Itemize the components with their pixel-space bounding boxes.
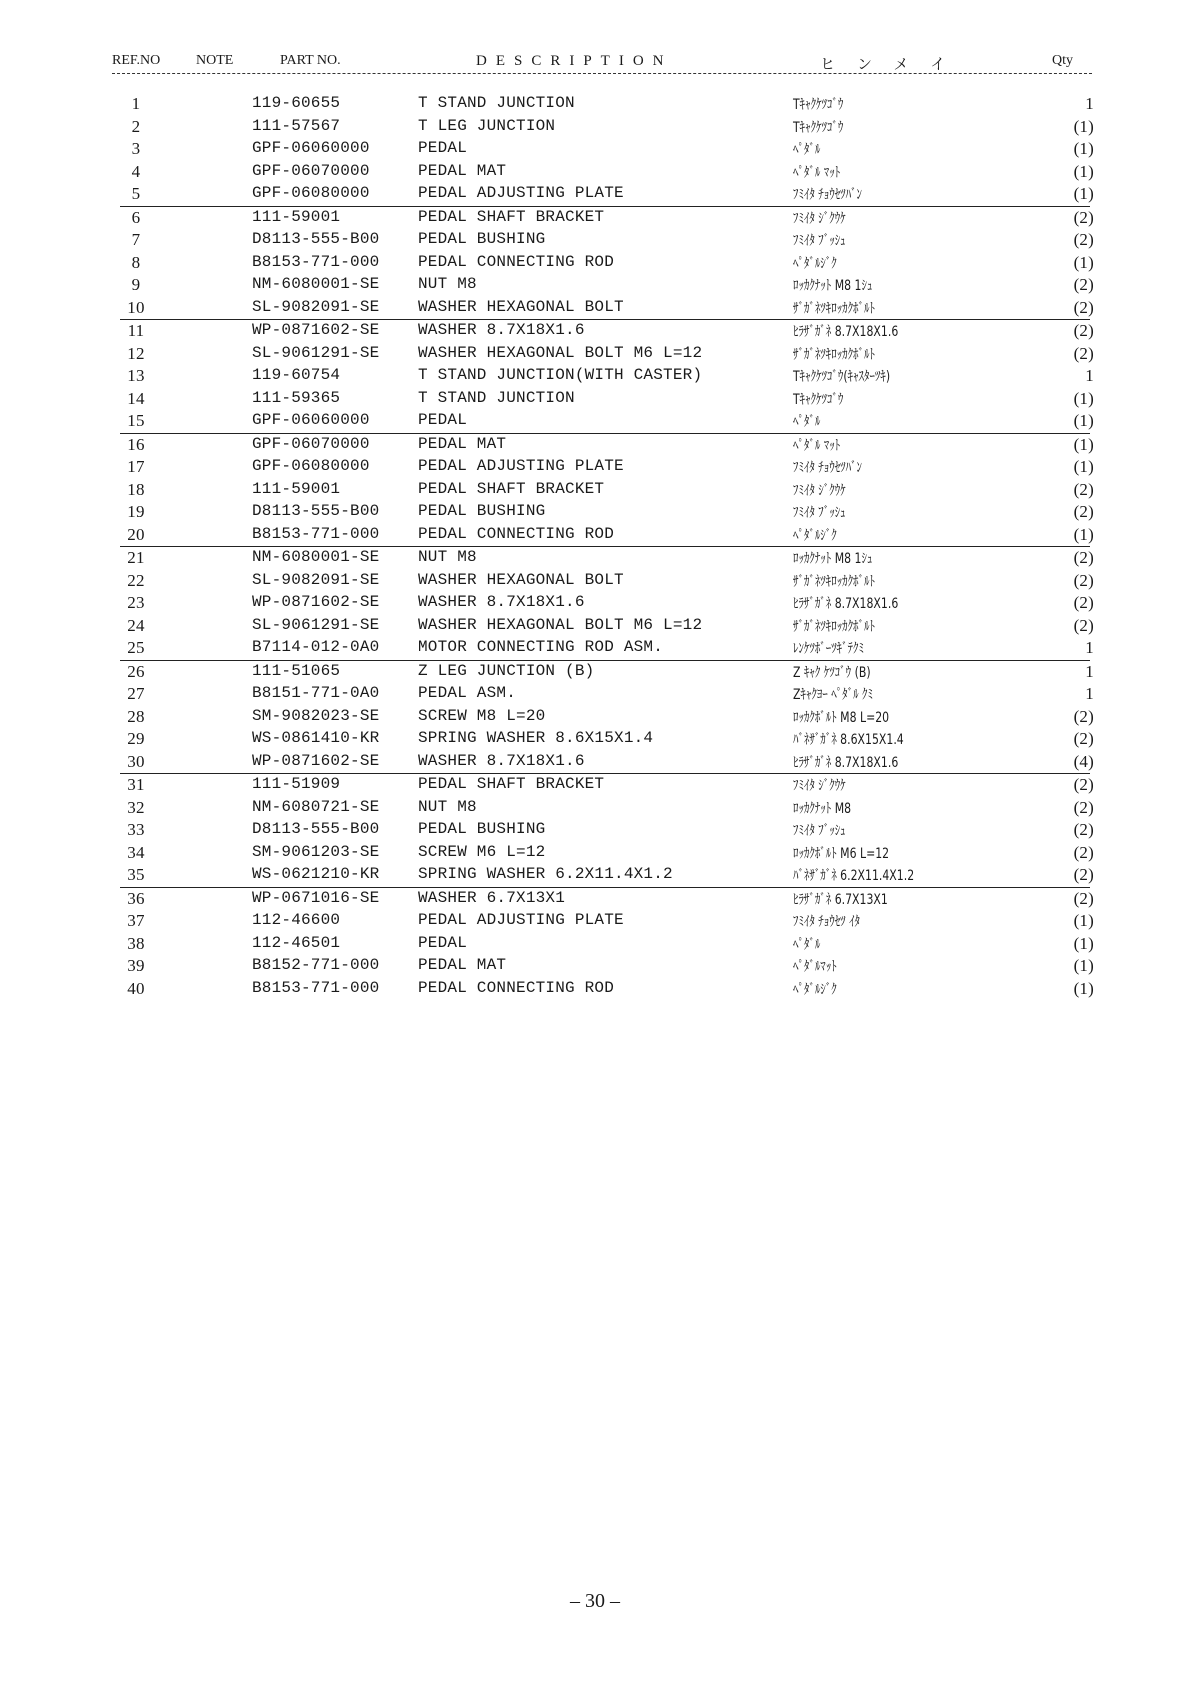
table-row <box>0 138 1190 161</box>
qty-cell: (2) <box>1073 615 1094 635</box>
qty-cell: (1) <box>1073 139 1094 158</box>
qty-cell: (2) <box>1073 865 1094 884</box>
ref-no-cell: 23 <box>127 593 145 612</box>
ref-no-cell: 5 <box>131 184 141 203</box>
part-no-cell: B8153-771-000 <box>252 252 380 271</box>
part-no-cell: B8153-771-000 <box>252 524 380 543</box>
table-row <box>0 274 1190 297</box>
kana-name-cell: ﾌﾐｲﾀ ｼﾞｸｳｹ <box>793 778 846 794</box>
ref-no-cell: 9 <box>131 275 141 294</box>
part-no-cell: 112-46600 <box>252 911 341 929</box>
part-no-cell: SL-9061291-SE <box>252 343 380 362</box>
part-no-cell: 111-57567 <box>252 116 341 135</box>
kana-name-cell: ｻﾞｶﾞﾈﾂｷﾛｯｶｸﾎﾞﾙﾄ <box>793 573 875 590</box>
qty-cell: (1) <box>1073 978 1094 998</box>
ref-no-cell: 14 <box>127 388 145 408</box>
part-no-cell: SL-9061291-SE <box>252 615 380 634</box>
qty-cell: (2) <box>1073 548 1094 567</box>
part-no-cell: B8152-771-000 <box>252 956 380 974</box>
header-part-no: PART NO. <box>280 53 341 68</box>
page-number: – 30 – <box>570 1590 620 1612</box>
kana-name-cell: ﾛｯｶｸﾅｯﾄ M8 <box>793 800 852 817</box>
qty-cell: (1) <box>1073 524 1094 544</box>
qty-cell: (2) <box>1073 502 1094 521</box>
table-row <box>0 797 1190 820</box>
kana-name-cell: Tｷｬｸｹﾂｺﾞｳ(ｷｬｽﾀｰﾂｷ) <box>793 369 891 385</box>
kana-name-cell: ﾍﾟﾀﾞﾙ ﾏｯﾄ <box>793 164 841 181</box>
kana-name-cell: ﾋﾗｻﾞｶﾞﾈ 8.7X18X1.6 <box>793 596 899 612</box>
ref-no-cell: 15 <box>127 411 145 430</box>
table-row <box>120 546 1094 570</box>
table-row <box>0 524 1190 547</box>
part-no-cell: WP-0871602-SE <box>252 321 380 339</box>
description-cell: SCREW M8 L=20 <box>418 706 546 725</box>
qty-cell: (2) <box>1073 570 1094 590</box>
part-no-cell: 112-46501 <box>252 933 341 952</box>
kana-name-cell: ﾛｯｶｸﾅｯﾄ M8 1ｼｭ <box>793 278 873 294</box>
ref-no-cell: 34 <box>127 842 145 862</box>
kana-name-cell: ﾍﾟﾀﾞﾙｼﾞｸ <box>793 255 837 272</box>
qty-cell: 1 <box>1085 684 1094 703</box>
description-cell: T STAND JUNCTION <box>418 388 575 407</box>
part-no-cell: SM-9082023-SE <box>252 706 380 725</box>
part-no-cell: WS-0621210-KR <box>252 865 380 883</box>
ref-no-cell: 32 <box>127 797 145 817</box>
header-description: DESCRIPTION <box>476 53 673 69</box>
ref-no-cell: 28 <box>127 706 145 726</box>
part-no-cell: 119-60655 <box>252 94 341 112</box>
part-no-cell: B8153-771-000 <box>252 978 380 997</box>
ref-no-cell: 35 <box>127 865 145 884</box>
ref-no-cell: 20 <box>127 524 145 544</box>
table-row <box>0 93 1190 116</box>
kana-name-cell: ﾍﾟﾀﾞﾙ ﾏｯﾄ <box>793 437 841 454</box>
part-no-cell: B8151-771-0A0 <box>252 684 380 702</box>
description-cell: PEDAL <box>418 139 468 157</box>
qty-cell: (2) <box>1073 842 1094 862</box>
table-row <box>120 433 1094 457</box>
part-no-cell: D8113-555-B00 <box>252 230 380 248</box>
qty-cell: (1) <box>1073 388 1094 408</box>
ref-no-cell: 2 <box>131 116 141 136</box>
qty-cell: (1) <box>1073 434 1094 454</box>
description-cell: PEDAL MAT <box>418 956 507 974</box>
part-no-cell: GPF-06070000 <box>252 434 370 453</box>
description-cell: T LEG JUNCTION <box>418 116 556 135</box>
part-no-cell: SL-9082091-SE <box>252 297 380 316</box>
kana-name-cell: ﾌﾐｲﾀ ﾌﾞｯｼｭ <box>793 505 846 521</box>
table-row <box>120 887 1094 911</box>
table-row <box>0 978 1190 1001</box>
table-row <box>0 343 1190 366</box>
part-no-cell: NM-6080001-SE <box>252 275 380 293</box>
kana-name-cell: ﾛｯｶｸﾅｯﾄ M8 1ｼｭ <box>793 551 873 567</box>
kana-name-cell: ﾋﾗｻﾞｶﾞﾈ 6.7X13X1 <box>793 891 888 908</box>
part-no-cell: SL-9082091-SE <box>252 570 380 589</box>
ref-no-cell: 4 <box>131 161 141 181</box>
description-cell: PEDAL SHAFT BRACKET <box>418 207 605 226</box>
part-no-cell: WP-0671016-SE <box>252 888 380 907</box>
ref-no-cell: 6 <box>131 207 141 227</box>
description-cell: PEDAL BUSHING <box>418 820 546 838</box>
kana-name-cell: ﾋﾗｻﾞｶﾞﾈ 8.7X18X1.6 <box>793 754 899 771</box>
kana-name-cell: Tｷｬｸｹﾂｺﾞｳ <box>793 97 844 113</box>
table-row <box>0 751 1190 774</box>
ref-no-cell: 18 <box>127 479 145 499</box>
kana-name-cell: ﾌﾐｲﾀ ﾌﾞｯｼｭ <box>793 233 846 249</box>
description-cell: PEDAL CONNECTING ROD <box>418 252 615 271</box>
kana-name-cell: ﾍﾟﾀﾞﾙﾏｯﾄ <box>793 959 837 975</box>
kana-name-cell: ﾍﾟﾀﾞﾙ <box>793 936 821 953</box>
kana-name-cell: ﾍﾟﾀﾞﾙ <box>793 414 821 430</box>
description-cell: WASHER 8.7X18X1.6 <box>418 593 585 611</box>
part-no-cell: 111-51065 <box>252 661 341 680</box>
qty-cell: (1) <box>1073 184 1094 203</box>
kana-name-cell: Tｷｬｸｹﾂｺﾞｳ <box>793 119 844 136</box>
ref-no-cell: 7 <box>131 230 141 249</box>
part-no-cell: B7114-012-0A0 <box>252 638 380 656</box>
ref-no-cell: 12 <box>127 343 145 363</box>
ref-no-cell: 13 <box>127 366 145 385</box>
table-row <box>0 637 1190 660</box>
description-cell: Z LEG JUNCTION (B) <box>418 661 595 680</box>
table-row <box>0 116 1190 139</box>
header-rule <box>112 73 1092 74</box>
description-cell: NUT M8 <box>418 797 477 816</box>
table-row <box>0 410 1190 433</box>
header-kana: ヒンメイ <box>820 57 968 73</box>
description-cell: PEDAL CONNECTING ROD <box>418 524 615 543</box>
part-no-cell: 111-59365 <box>252 388 341 407</box>
table-row <box>0 479 1190 502</box>
description-cell: PEDAL MAT <box>418 161 507 180</box>
kana-name-cell: ﾊﾞﾈｻﾞｶﾞﾈ 6.2X11.4X1.2 <box>793 868 915 884</box>
part-no-cell: 111-51909 <box>252 775 341 793</box>
description-cell: PEDAL SHAFT BRACKET <box>418 775 605 793</box>
description-cell: PEDAL ADJUSTING PLATE <box>418 457 624 475</box>
part-no-cell: GPF-06060000 <box>252 411 370 429</box>
ref-no-cell: 19 <box>127 502 145 521</box>
ref-no-cell: 16 <box>127 434 145 454</box>
part-no-cell: 119-60754 <box>252 366 341 384</box>
table-row <box>0 297 1190 320</box>
parts-table <box>0 93 1190 1000</box>
description-cell: NUT M8 <box>418 275 477 293</box>
qty-cell: (2) <box>1073 321 1094 340</box>
description-cell: PEDAL CONNECTING ROD <box>418 978 615 997</box>
part-no-cell: GPF-06080000 <box>252 457 370 475</box>
description-cell: PEDAL ADJUSTING PLATE <box>418 184 624 202</box>
ref-no-cell: 21 <box>127 548 145 567</box>
description-cell: NUT M8 <box>418 548 477 566</box>
table-row <box>0 728 1190 751</box>
ref-no-cell: 17 <box>127 457 145 476</box>
kana-name-cell: ﾌﾐｲﾀ ﾁｮｳｾﾂﾊﾞﾝ <box>793 187 862 203</box>
kana-name-cell: Z ｷｬｸ ｹﾂｺﾞｳ (B) <box>793 664 871 681</box>
qty-cell: (2) <box>1073 207 1094 227</box>
qty-cell: (1) <box>1073 161 1094 181</box>
ref-no-cell: 1 <box>131 94 141 113</box>
description-cell: WASHER 8.7X18X1.6 <box>418 321 585 339</box>
table-row <box>0 456 1190 479</box>
description-cell: PEDAL <box>418 411 468 429</box>
qty-cell: (2) <box>1073 275 1094 294</box>
header-qty: Qty <box>1052 53 1073 68</box>
description-cell: PEDAL SHAFT BRACKET <box>418 479 605 498</box>
qty-cell: (2) <box>1073 706 1094 726</box>
part-no-cell: WP-0871602-SE <box>252 593 380 611</box>
qty-cell: 1 <box>1085 94 1094 113</box>
table-row <box>0 365 1190 388</box>
ref-no-cell: 26 <box>127 661 145 681</box>
table-row <box>0 819 1190 842</box>
table-row <box>120 773 1094 797</box>
qty-cell: (1) <box>1073 252 1094 272</box>
kana-name-cell: ﾍﾟﾀﾞﾙ <box>793 142 821 158</box>
table-row <box>120 319 1094 343</box>
table-row <box>0 683 1190 706</box>
table-row <box>0 864 1190 887</box>
ref-no-cell: 30 <box>127 751 145 771</box>
header-ref-no: REF.NO <box>112 53 161 68</box>
ref-no-cell: 8 <box>131 252 141 272</box>
ref-no-cell: 31 <box>127 775 145 794</box>
ref-no-cell: 36 <box>127 888 145 908</box>
kana-name-cell: ﾌﾐｲﾀ ﾌﾞｯｼｭ <box>793 823 846 839</box>
part-no-cell: 111-59001 <box>252 207 341 226</box>
description-cell: PEDAL MAT <box>418 434 507 453</box>
part-no-cell: NM-6080001-SE <box>252 548 380 566</box>
table-row <box>0 252 1190 275</box>
qty-cell: (2) <box>1073 775 1094 794</box>
kana-name-cell: ｻﾞｶﾞﾈﾂｷﾛｯｶｸﾎﾞﾙﾄ <box>793 300 875 317</box>
part-no-cell: D8113-555-B00 <box>252 820 380 838</box>
qty-cell: (1) <box>1073 933 1094 953</box>
description-cell: PEDAL BUSHING <box>418 230 546 248</box>
table-row <box>0 615 1190 638</box>
ref-no-cell: 25 <box>127 638 145 657</box>
ref-no-cell: 38 <box>127 933 145 953</box>
table-row <box>0 933 1190 956</box>
kana-name-cell: ﾊﾞﾈｻﾞｶﾞﾈ 8.6X15X1.4 <box>793 732 904 748</box>
description-cell: PEDAL ASM. <box>418 684 517 702</box>
part-no-cell: GPF-06070000 <box>252 161 370 180</box>
kana-name-cell: ﾛｯｶｸﾎﾞﾙﾄ M8 L=20 <box>793 709 890 726</box>
ref-no-cell: 27 <box>127 684 145 703</box>
description-cell: WASHER 6.7X13X1 <box>418 888 566 907</box>
qty-cell: 1 <box>1085 366 1094 385</box>
description-cell: SPRING WASHER 8.6X15X1.4 <box>418 729 654 747</box>
ref-no-cell: 29 <box>127 729 145 748</box>
ref-no-cell: 33 <box>127 820 145 839</box>
qty-cell: (2) <box>1073 297 1094 317</box>
qty-cell: (1) <box>1073 411 1094 430</box>
qty-cell: (1) <box>1073 116 1094 136</box>
kana-name-cell: ﾍﾟﾀﾞﾙｼﾞｸ <box>793 527 837 544</box>
table-row <box>0 501 1190 524</box>
table-row <box>0 183 1190 206</box>
qty-cell: (1) <box>1073 956 1094 975</box>
description-cell: WASHER HEXAGONAL BOLT <box>418 297 624 316</box>
table-row <box>0 842 1190 865</box>
part-no-cell: GPF-06080000 <box>252 184 370 202</box>
table-row <box>0 955 1190 978</box>
description-cell: T STAND JUNCTION <box>418 94 575 112</box>
qty-cell: (2) <box>1073 230 1094 249</box>
table-row <box>0 910 1190 933</box>
qty-cell: (4) <box>1073 751 1094 771</box>
table-row <box>120 206 1094 230</box>
description-cell: PEDAL ADJUSTING PLATE <box>418 911 624 929</box>
kana-name-cell: ﾍﾟﾀﾞﾙｼﾞｸ <box>793 981 837 998</box>
part-no-cell: 111-59001 <box>252 479 341 498</box>
qty-cell: (2) <box>1073 593 1094 612</box>
kana-name-cell: ｻﾞｶﾞﾈﾂｷﾛｯｶｸﾎﾞﾙﾄ <box>793 618 875 635</box>
description-cell: WASHER HEXAGONAL BOLT <box>418 570 624 589</box>
description-cell: WASHER HEXAGONAL BOLT M6 L=12 <box>418 343 703 362</box>
qty-cell: (2) <box>1073 729 1094 748</box>
qty-cell: (1) <box>1073 457 1094 476</box>
ref-no-cell: 37 <box>127 911 145 930</box>
table-row <box>0 388 1190 411</box>
qty-cell: (2) <box>1073 820 1094 839</box>
ref-no-cell: 10 <box>127 297 145 317</box>
ref-no-cell: 39 <box>127 956 145 975</box>
part-no-cell: D8113-555-B00 <box>252 502 380 520</box>
qty-cell: (2) <box>1073 797 1094 817</box>
kana-name-cell: ﾛｯｶｸﾎﾞﾙﾄ M6 L=12 <box>793 845 890 862</box>
qty-cell: (1) <box>1073 911 1094 930</box>
kana-name-cell: ﾌﾐｲﾀ ﾁｮｳｾﾂ ｲﾀ <box>793 914 861 930</box>
description-cell: WASHER 8.7X18X1.6 <box>418 751 585 770</box>
kana-name-cell: Tｷｬｸｹﾂｺﾞｳ <box>793 391 844 408</box>
part-no-cell: SM-9061203-SE <box>252 842 380 861</box>
table-row <box>120 660 1094 684</box>
kana-name-cell: ﾋﾗｻﾞｶﾞﾈ 8.7X18X1.6 <box>793 324 899 340</box>
description-cell: PEDAL <box>418 933 468 952</box>
ref-no-cell: 3 <box>131 139 141 158</box>
description-cell: MOTOR CONNECTING ROD ASM. <box>418 638 664 656</box>
kana-name-cell: ﾌﾐｲﾀ ﾁｮｳｾﾂﾊﾞﾝ <box>793 460 862 476</box>
ref-no-cell: 11 <box>127 321 145 340</box>
qty-cell: (2) <box>1073 479 1094 499</box>
kana-name-cell: ﾌﾐｲﾀ ｼﾞｸｳｹ <box>793 210 846 227</box>
kana-name-cell: ﾌﾐｲﾀ ｼﾞｸｳｹ <box>793 482 846 499</box>
description-cell: T STAND JUNCTION(WITH CASTER) <box>418 366 703 384</box>
kana-name-cell: Zｷｬｸﾖｰ ﾍﾟﾀﾞﾙ ｸﾐ <box>793 687 873 703</box>
part-no-cell: GPF-06060000 <box>252 139 370 157</box>
description-cell: PEDAL BUSHING <box>418 502 546 520</box>
table-row <box>0 161 1190 184</box>
part-no-cell: NM-6080721-SE <box>252 797 380 816</box>
description-cell: SPRING WASHER 6.2X11.4X1.2 <box>418 865 673 883</box>
part-no-cell: WS-0861410-KR <box>252 729 380 747</box>
table-row <box>0 706 1190 729</box>
description-cell: WASHER HEXAGONAL BOLT M6 L=12 <box>418 615 703 634</box>
ref-no-cell: 40 <box>127 978 145 998</box>
part-no-cell: WP-0871602-SE <box>252 751 380 770</box>
table-row <box>0 229 1190 252</box>
header-note: NOTE <box>196 53 234 68</box>
qty-cell: (2) <box>1073 343 1094 363</box>
kana-name-cell: ｻﾞｶﾞﾈﾂｷﾛｯｶｸﾎﾞﾙﾄ <box>793 346 875 363</box>
qty-cell: (2) <box>1073 888 1094 908</box>
table-row <box>0 592 1190 615</box>
ref-no-cell: 22 <box>127 570 145 590</box>
qty-cell: 1 <box>1085 661 1094 681</box>
ref-no-cell: 24 <box>127 615 145 635</box>
qty-cell: 1 <box>1085 638 1094 657</box>
description-cell: SCREW M6 L=12 <box>418 842 546 861</box>
kana-name-cell: ﾚﾝｹﾂﾎﾞｰﾂｷﾞﾃｸﾐ <box>793 641 864 657</box>
table-row <box>0 570 1190 593</box>
